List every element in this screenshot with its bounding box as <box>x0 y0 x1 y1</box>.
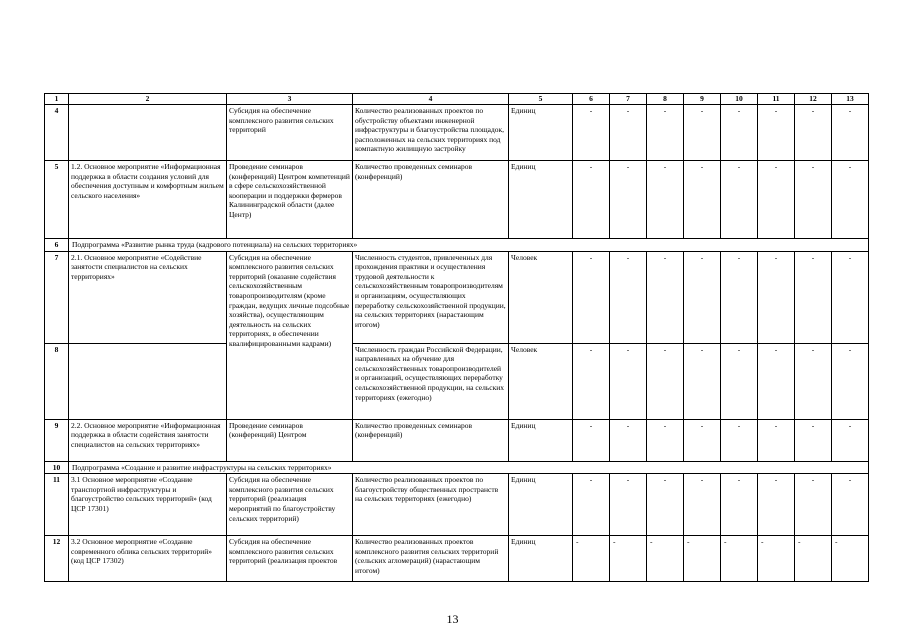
value-cell: - <box>647 419 684 461</box>
unit-cell: Единиц <box>509 474 573 536</box>
value-cell: - <box>721 343 758 419</box>
value-cell: - <box>647 536 684 582</box>
value-cell: - <box>832 419 869 461</box>
section-row <box>45 239 869 252</box>
value-cell: - <box>721 161 758 239</box>
column-header: 8 <box>647 94 684 105</box>
value-cell: - <box>684 343 721 419</box>
unit-cell: Человек <box>509 251 573 343</box>
value-cell: - <box>758 474 795 536</box>
unit-cell: Единиц <box>509 105 573 161</box>
activity-cell: 2.2. Основное мероприятие «Информационная поддержка в области содействия занятости специалистов на сельских территориях» <box>69 419 227 461</box>
value-cell: - <box>573 251 610 343</box>
value-cell: - <box>610 419 647 461</box>
column-header: 5 <box>509 94 573 105</box>
column-header: 3 <box>227 94 353 105</box>
value-cell: - <box>721 105 758 161</box>
value-cell: - <box>573 343 610 419</box>
activity-cell <box>69 343 227 419</box>
column-header: 2 <box>69 94 227 105</box>
value-cell: - <box>758 419 795 461</box>
activity-cell: 3.2 Основное мероприятие «Создание современного облика сельских территорий» (код ЦСР 17302) <box>69 536 227 582</box>
value-cell: - <box>647 251 684 343</box>
value-cell: - <box>610 536 647 582</box>
table-row <box>45 251 869 343</box>
unit-cell: Единиц <box>509 419 573 461</box>
column-header: 4 <box>353 94 509 105</box>
value-cell: - <box>684 536 721 582</box>
value-cell: - <box>684 474 721 536</box>
indicator-cell: Количество проведенных семинаров (конференций) <box>353 161 509 239</box>
indicator-cell: Количество реализованных проектов по благоустройству общественных пространств на сельских территориях (ежегодно) <box>353 474 509 536</box>
table-row <box>45 419 869 461</box>
value-cell: - <box>832 343 869 419</box>
page-number: 13 <box>446 612 459 626</box>
table-row <box>45 343 869 419</box>
indicator-cell: Количество реализованных проектов комплексного развития сельских территорий (сельских агломераций) (нарастающим итогом) <box>353 536 509 582</box>
value-cell: - <box>795 105 832 161</box>
value-cell: - <box>832 536 869 582</box>
row-number: 5 <box>45 161 69 239</box>
value-cell: - <box>832 251 869 343</box>
instrument-cell: Проведение семинаров (конференций) Центром компетенций в сфере сельскохозяйственной кооперации и поддержки фермеров Калининградской области (далее Центр) <box>227 161 353 239</box>
table-row <box>45 161 869 239</box>
column-header: 10 <box>721 94 758 105</box>
column-header: 7 <box>610 94 647 105</box>
table-body <box>45 94 869 582</box>
row-number: 12 <box>45 536 69 582</box>
value-cell: - <box>647 343 684 419</box>
column-header: 1 <box>45 94 69 105</box>
activity-cell: 3.1 Основное мероприятие «Создание транспортной инфраструктуры и благоустройство сельских территорий» (код ЦСР 17301) <box>69 474 227 536</box>
value-cell: - <box>721 419 758 461</box>
column-header: 11 <box>758 94 795 105</box>
value-cell: - <box>610 161 647 239</box>
instrument-cell: Субсидия на обеспечение комплексного развития сельских территорий (реализация мероприятий по благоустройству сельских территорий) <box>227 474 353 536</box>
value-cell: - <box>721 251 758 343</box>
row-number: 6 <box>45 239 69 252</box>
column-header: 9 <box>684 94 721 105</box>
value-cell: - <box>684 161 721 239</box>
value-cell: - <box>610 474 647 536</box>
column-header: 13 <box>832 94 869 105</box>
value-cell: - <box>647 105 684 161</box>
value-cell: - <box>758 251 795 343</box>
value-cell: - <box>610 343 647 419</box>
instrument-cell: Субсидия на обеспечение комплексного развития сельских территорий (реализация проектов <box>227 536 353 582</box>
table-row <box>45 105 869 161</box>
activity-cell: 2.1. Основное мероприятие «Содействие занятости специалистов на сельских территориях» <box>69 251 227 343</box>
value-cell: - <box>758 105 795 161</box>
unit-cell: Единиц <box>509 161 573 239</box>
row-number: 7 <box>45 251 69 343</box>
table-row <box>45 474 869 536</box>
value-cell: - <box>610 251 647 343</box>
indicator-cell: Количество проведенных семинаров (конференций) <box>353 419 509 461</box>
instrument-cell: Субсидия на обеспечение комплексного развития сельских территорий (оказание содействия сельскохозяйственным товаропроизводителям (кроме граждан, ведущих личные подсобные хозяйства), осуществляющим деятельность на сельских территориях, в обеспечении квалифицированными кадрами) <box>227 251 353 419</box>
section-title: Подпрограмма «Развитие рынка труда (кадрового потенциала) на сельских территориях» <box>69 239 869 252</box>
column-header: 12 <box>795 94 832 105</box>
value-cell: - <box>795 536 832 582</box>
value-cell: - <box>795 161 832 239</box>
value-cell: - <box>832 161 869 239</box>
unit-cell: Человек <box>509 343 573 419</box>
section-row <box>45 461 869 474</box>
row-number: 10 <box>45 461 69 474</box>
indicators-table <box>44 93 869 582</box>
value-cell: - <box>721 474 758 536</box>
value-cell: - <box>647 161 684 239</box>
value-cell: - <box>573 161 610 239</box>
activity-cell: 1.2. Основное мероприятие «Информационная поддержка в области создания условий для обеспечения доступным и комфортным жильем сельского населения» <box>69 161 227 239</box>
value-cell: - <box>795 419 832 461</box>
value-cell: - <box>573 474 610 536</box>
value-cell: - <box>573 419 610 461</box>
table-row <box>45 536 869 582</box>
activity-cell <box>69 105 227 161</box>
value-cell: - <box>610 105 647 161</box>
value-cell: - <box>647 474 684 536</box>
indicator-cell: Количество реализованных проектов по обустройству объектами инженерной инфраструктуры и благоустройства площадок, расположенных на сельских территориях под компактную жилищную застройку <box>353 105 509 161</box>
value-cell: - <box>795 474 832 536</box>
instrument-cell: Субсидия на обеспечение комплексного развития сельских территорий <box>227 105 353 161</box>
row-number: 8 <box>45 343 69 419</box>
value-cell: - <box>758 161 795 239</box>
value-cell: - <box>795 343 832 419</box>
value-cell: - <box>684 251 721 343</box>
value-cell: - <box>721 536 758 582</box>
value-cell: - <box>758 536 795 582</box>
column-header: 6 <box>573 94 610 105</box>
section-title: Подпрограмма «Создание и развитие инфраструктуры на сельских территориях» <box>69 461 869 474</box>
value-cell: - <box>684 105 721 161</box>
value-cell: - <box>832 105 869 161</box>
indicator-cell: Численность студентов, привлеченных для прохождения практики и осуществления трудовой деятельности к сельскохозяйственным товаропроизводителям и организациям, осуществляющих переработку сельскохозяйственной продукции, на сельских территориях (нарастающим итогом) <box>353 251 509 343</box>
instrument-cell: Проведение семинаров (конференций) Центром <box>227 419 353 461</box>
row-number: 4 <box>45 105 69 161</box>
value-cell: - <box>573 536 610 582</box>
value-cell: - <box>758 343 795 419</box>
header-row <box>45 94 869 105</box>
value-cell: - <box>795 251 832 343</box>
row-number: 9 <box>45 419 69 461</box>
unit-cell: Единиц <box>509 536 573 582</box>
indicator-cell: Численность граждан Российской Федерации, направленных на обучение для сельскохозяйственных товаропроизводителей и организаций, осуществляющих переработку сельскохозяйственной продукции, на сельских территориях (ежегодно) <box>353 343 509 419</box>
row-number: 11 <box>45 474 69 536</box>
value-cell: - <box>832 474 869 536</box>
value-cell: - <box>684 419 721 461</box>
value-cell: - <box>573 105 610 161</box>
